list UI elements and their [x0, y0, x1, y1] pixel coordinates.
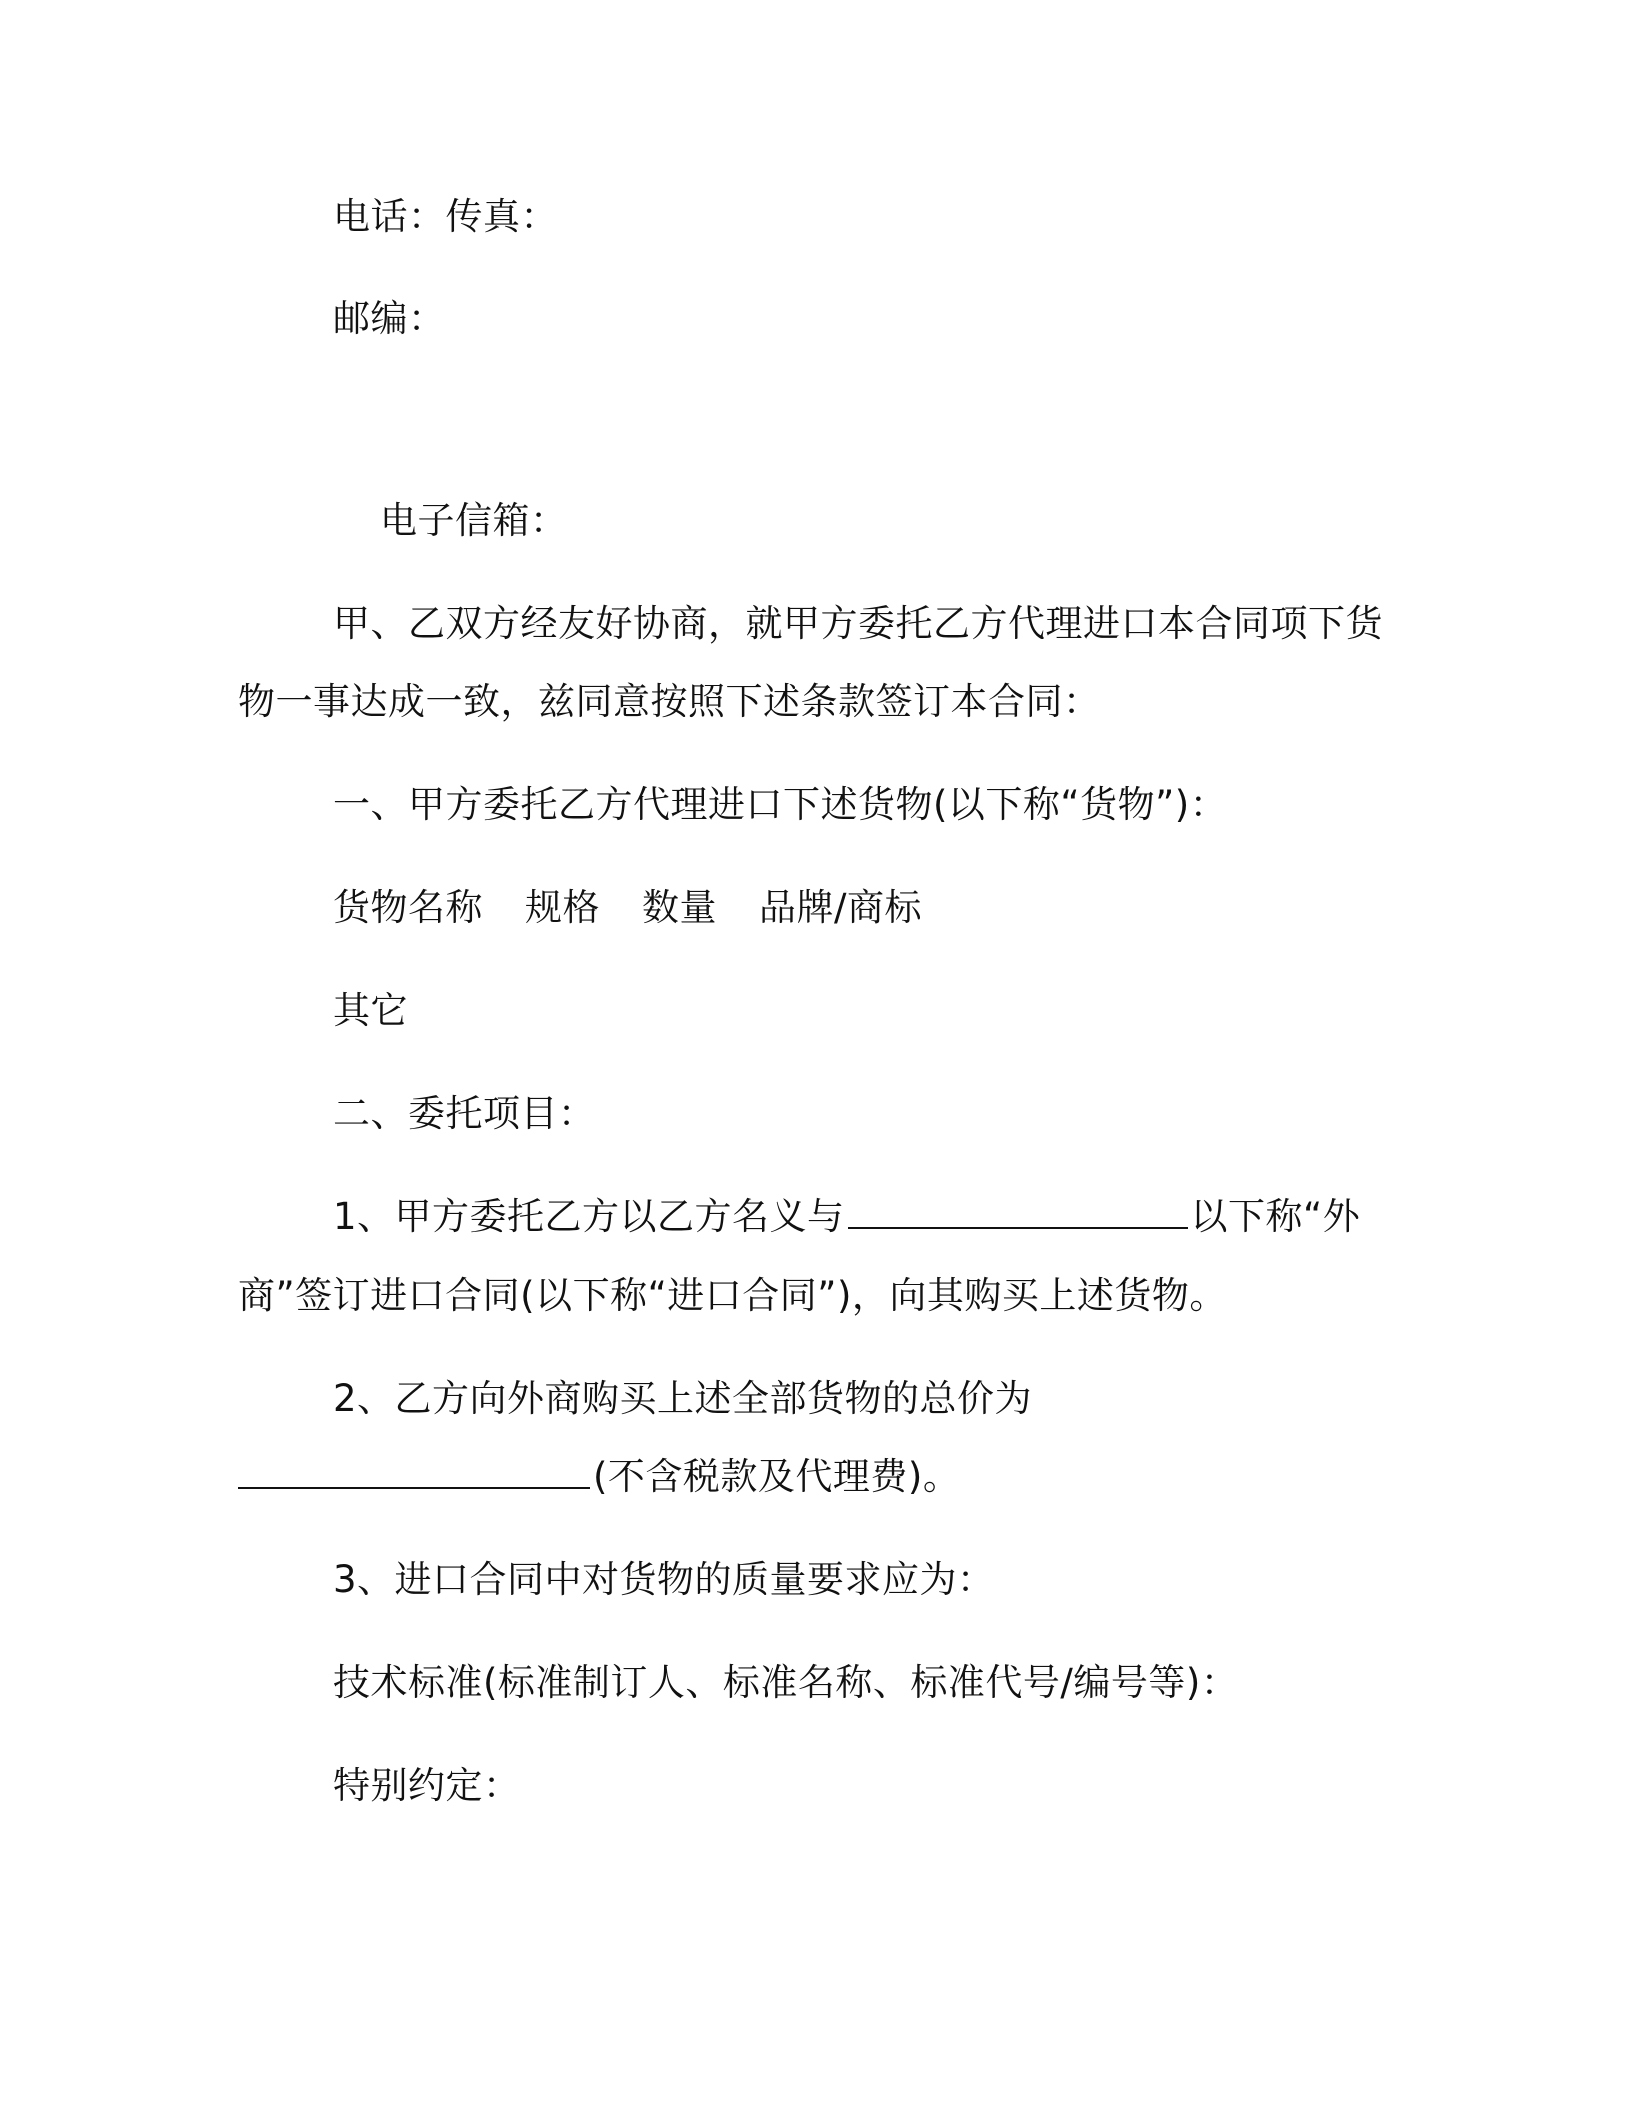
- item-1-line-2: 商”签订进口合同(以下称“进口合同”)，向其购买上述货物。: [238, 1274, 1227, 1317]
- item-1-suffix: 以下称“外: [1190, 1195, 1361, 1238]
- goods-columns-row: [333, 886, 922, 929]
- item-3-title: 3、进口合同中对货物的质量要求应为：: [333, 1558, 995, 1601]
- goods-column-quantity: 数量: [642, 886, 717, 929]
- phone-fax-label: 电话：传真：: [333, 195, 558, 238]
- goods-column-brand: 品牌/商标: [759, 886, 922, 929]
- section-1-title: 一、甲方委托乙方代理进口下述货物(以下称“货物”)：: [333, 783, 1228, 826]
- postcode-label: 邮编：: [333, 297, 446, 340]
- item-2-line-1: 2、乙方向外商购买上述全部货物的总价为: [333, 1377, 1033, 1420]
- foreign-party-blank[interactable]: [848, 1226, 1188, 1229]
- intro-line-2: 物一事达成一致，兹同意按照下述条款签订本合同：: [238, 680, 1101, 723]
- section-2-title: 二、委托项目：: [333, 1092, 596, 1135]
- total-price-blank[interactable]: [238, 1486, 590, 1489]
- tech-standard-label: 技术标准(标准制订人、标准名称、标准代号/编号等)：: [333, 1661, 1239, 1704]
- item-2-line-2: [238, 1455, 961, 1498]
- email-label: 电子信箱：: [380, 499, 568, 542]
- goods-other-label: 其它: [333, 989, 408, 1032]
- item-1-prefix: 1、甲方委托乙方以乙方名义与: [333, 1195, 845, 1238]
- special-terms-label: 特别约定：: [333, 1764, 521, 1807]
- goods-column-spec: 规格: [525, 886, 600, 929]
- goods-column-name: 货物名称: [333, 886, 483, 929]
- item-1-line-1: [333, 1195, 1361, 1238]
- intro-line-1: 甲、乙双方经友好协商，就甲方委托乙方代理进口本合同项下货: [333, 602, 1383, 645]
- item-2-suffix: (不含税款及代理费)。: [593, 1455, 961, 1498]
